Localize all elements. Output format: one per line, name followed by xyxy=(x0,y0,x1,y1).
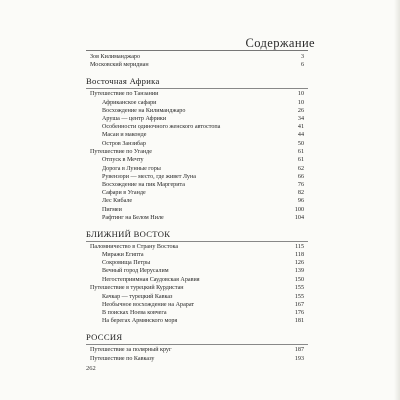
toc-entry-text: Качкар — турецкий Кавказ xyxy=(102,293,173,300)
toc-entry-text: Отпуск в Мечту xyxy=(102,157,144,164)
toc-entry-page: 41 xyxy=(297,124,304,131)
toc-entry xyxy=(86,173,308,181)
toc-section xyxy=(86,75,308,222)
toc-entry-page: 82 xyxy=(297,190,304,197)
toc-entry xyxy=(86,107,308,115)
toc-entry-text: Негостеприимная Саудовская Аравия xyxy=(102,276,200,283)
toc-entry-text: Вечный город Иерусалим xyxy=(102,268,169,275)
toc-entry xyxy=(86,293,308,301)
toc-entry-text: Масаи и маконде xyxy=(102,132,147,139)
toc-entry-text: Лес Кибале xyxy=(102,198,133,205)
toc-entry-page: 10 xyxy=(297,91,304,98)
toc-entry xyxy=(86,61,308,69)
toc-entry-page: 10 xyxy=(297,99,304,106)
toc-entry-text: Восхождение на Килиманджаро xyxy=(102,107,186,114)
toc-entry-text: Африканское сафари xyxy=(102,99,157,106)
toc-entry-page: 126 xyxy=(294,260,304,267)
toc-entry-page: 155 xyxy=(294,293,304,300)
toc-entry xyxy=(86,301,308,309)
toc-entry-page: 150 xyxy=(294,276,304,283)
toc-entry-page: 100 xyxy=(294,206,304,213)
toc-entry-text: На берегах Армянского моря xyxy=(102,318,178,325)
toc-entry-text: Рафтинг на Белом Ниле xyxy=(102,214,164,221)
toc-entry-text: Остров Занзибар xyxy=(102,140,146,147)
toc-entry xyxy=(86,140,308,148)
toc-entry xyxy=(86,181,308,189)
toc-entry xyxy=(86,189,308,197)
toc-entry-page: 139 xyxy=(294,268,304,275)
toc-group-entry xyxy=(86,243,308,251)
toc-entry xyxy=(86,156,308,164)
toc-entry-text: Рувензори — место, где живет Луна xyxy=(102,173,196,180)
toc-entry-text: Сафари в Уганде xyxy=(102,190,146,197)
toc-entry xyxy=(86,115,308,123)
section-heading: Восточная Африка xyxy=(86,75,308,89)
toc-entry xyxy=(86,123,308,131)
toc-entry-text: Сокровища Петры xyxy=(102,260,151,267)
toc-entry xyxy=(86,251,308,259)
toc-group-entry xyxy=(86,355,308,363)
toc-entry xyxy=(86,259,308,267)
toc-group-entry xyxy=(86,284,308,292)
toc-entry-text: Московский меридиан xyxy=(90,62,149,69)
toc-entry-text: Путешествие по Танзании xyxy=(90,91,159,98)
toc-entry-page: 61 xyxy=(297,157,304,164)
table-of-contents xyxy=(86,52,308,363)
toc-entry-page: 118 xyxy=(295,252,304,259)
toc-entry-text: В поисках Ноева ковчега xyxy=(102,309,167,316)
section-heading: РОССИЯ xyxy=(86,331,308,345)
toc-section xyxy=(86,331,308,363)
toc-entry xyxy=(86,214,308,222)
toc-entry-page: 181 xyxy=(294,318,304,325)
page-number: 262 xyxy=(86,365,96,372)
toc-group-entry xyxy=(86,148,308,156)
toc-entry-text: Дорога в Лунные горы xyxy=(102,165,161,172)
toc-entry xyxy=(86,317,308,325)
toc-entry-page: 3 xyxy=(300,53,304,60)
toc-entry-page: 155 xyxy=(294,285,304,292)
toc-entry-page: 193 xyxy=(294,355,304,362)
toc-entry-text: Зов Килиманджаро xyxy=(90,53,141,60)
toc-entry xyxy=(86,267,308,275)
toc-entry-text: Путешествие за полярный круг xyxy=(90,347,172,354)
toc-entry-text: Восхождение на пик Маргерита xyxy=(102,181,185,188)
toc-entry-page: 76 xyxy=(297,181,304,188)
toc-entry-text: Миражи Египта xyxy=(102,252,144,259)
toc-entry-text: Паломничество в Страну Востока xyxy=(90,243,179,250)
title-rule xyxy=(86,50,308,51)
toc-group-entry xyxy=(86,90,308,98)
toc-entry xyxy=(86,276,308,284)
toc-entry-text: Путешествие по Кавказу xyxy=(90,355,155,362)
toc-entry-page: 26 xyxy=(297,107,304,114)
toc-entry xyxy=(86,197,308,205)
toc-entry-page: 96 xyxy=(297,198,304,205)
toc-entry-page: 62 xyxy=(297,165,304,172)
toc-entry xyxy=(86,206,308,214)
toc-entry xyxy=(86,165,308,173)
toc-entry xyxy=(86,131,308,139)
toc-entry-page: 50 xyxy=(297,140,304,147)
toc-entry-page: 66 xyxy=(297,173,304,180)
section-heading: БЛИЖНИЙ ВОСТОК xyxy=(86,228,308,242)
toc-entry-text: Путешествие в турецкий Курдистан xyxy=(90,285,184,292)
toc-entry-page: 61 xyxy=(297,149,304,156)
toc-entry-text: Пигмеи xyxy=(102,206,122,213)
page-edge-shadow xyxy=(394,0,400,400)
toc-entry-page: 176 xyxy=(294,309,304,316)
toc-entry xyxy=(86,53,308,61)
toc-entry-text: Необычное восхождение на Арарат xyxy=(102,301,195,308)
toc-entry-text: Особенности одиночного женского автостопа xyxy=(102,124,221,131)
toc-entry-text: Путешествие по Уганде xyxy=(90,149,152,156)
toc-entry-page: 187 xyxy=(294,347,304,354)
page-title: Содержание xyxy=(245,36,315,50)
toc-entry-page: 6 xyxy=(300,62,304,69)
toc-entry xyxy=(86,309,308,317)
toc-entry-text: Аруша — центр Африки xyxy=(102,115,167,122)
toc-entry-page: 115 xyxy=(295,243,304,250)
toc-group-entry xyxy=(86,346,308,354)
toc-entry xyxy=(86,99,308,107)
toc-entry-page: 34 xyxy=(297,115,304,122)
toc-section xyxy=(86,228,308,325)
toc-entry-page: 44 xyxy=(297,132,304,139)
toc-entry-page: 167 xyxy=(294,301,304,308)
toc-entry-page: 104 xyxy=(294,214,304,221)
